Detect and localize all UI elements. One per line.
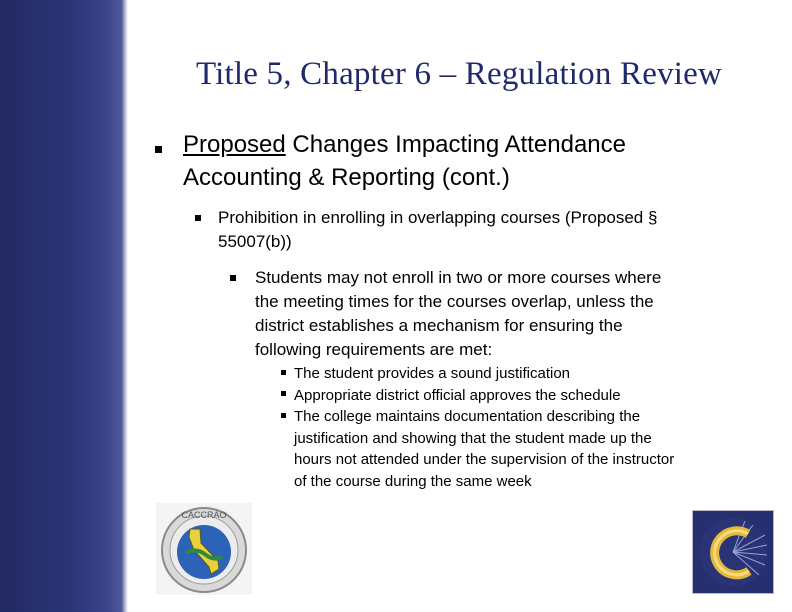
slide-title: Title 5, Chapter 6 – Regulation Review: [195, 56, 723, 92]
bullet-2-line-1: Prohibition in enrolling in overlapping courses (Proposed §: [218, 208, 658, 227]
sub-item-3-line-2: justification and showing that the student made up the: [294, 429, 652, 447]
sub-item-3-line-3: hours not attended under the supervision of the instructor: [294, 451, 675, 468]
sub-item-marker-2: [281, 391, 286, 396]
c-emblem-icon: [693, 511, 773, 593]
bullet-marker-2: [195, 215, 201, 221]
sub-item-1: The student provides a sound justification: [294, 365, 570, 382]
sub-item-marker-3: [281, 413, 286, 418]
bullet-3-text: [255, 266, 745, 362]
sub-item-marker-1: [281, 370, 286, 375]
sub-item-3-line-4: of the course during the same week: [294, 472, 532, 490]
sub-item-3-line-1: The college maintains documentation describing the: [294, 408, 641, 425]
bullet-1-underlined-word: Proposed: [183, 131, 286, 158]
bullet-3-line-3: district establishes a mechanism for ensuring the: [255, 316, 623, 335]
bullet-3-line-1: Students may not enroll in two or more courses where: [255, 268, 662, 287]
bullet-2-text: [218, 206, 758, 254]
bullet-1-line-2: Accounting & Reporting (cont.): [183, 164, 510, 191]
left-decorative-bar: [0, 0, 126, 612]
bullet-marker-1: [155, 146, 162, 153]
bullet-3-line-2: the meeting times for the courses overlap, unless the: [255, 292, 654, 311]
college-emblem-logo: [692, 510, 774, 594]
sub-items-list: [294, 363, 764, 492]
bullet-1-text: [183, 128, 773, 194]
bullet-1-line-1: Changes Impacting Attendance: [285, 131, 626, 158]
bullet-2-line-2: 55007(b)): [218, 232, 292, 251]
seal-ring-text: CACCRAO: [181, 510, 227, 520]
caccrao-logo: [156, 503, 252, 595]
sub-item-2: Appropriate district official approves the schedule: [294, 386, 621, 404]
bullet-marker-3: [230, 275, 236, 281]
bullet-3-line-4: following requirements are met:: [255, 340, 493, 359]
caccrao-seal-icon: [156, 503, 252, 595]
